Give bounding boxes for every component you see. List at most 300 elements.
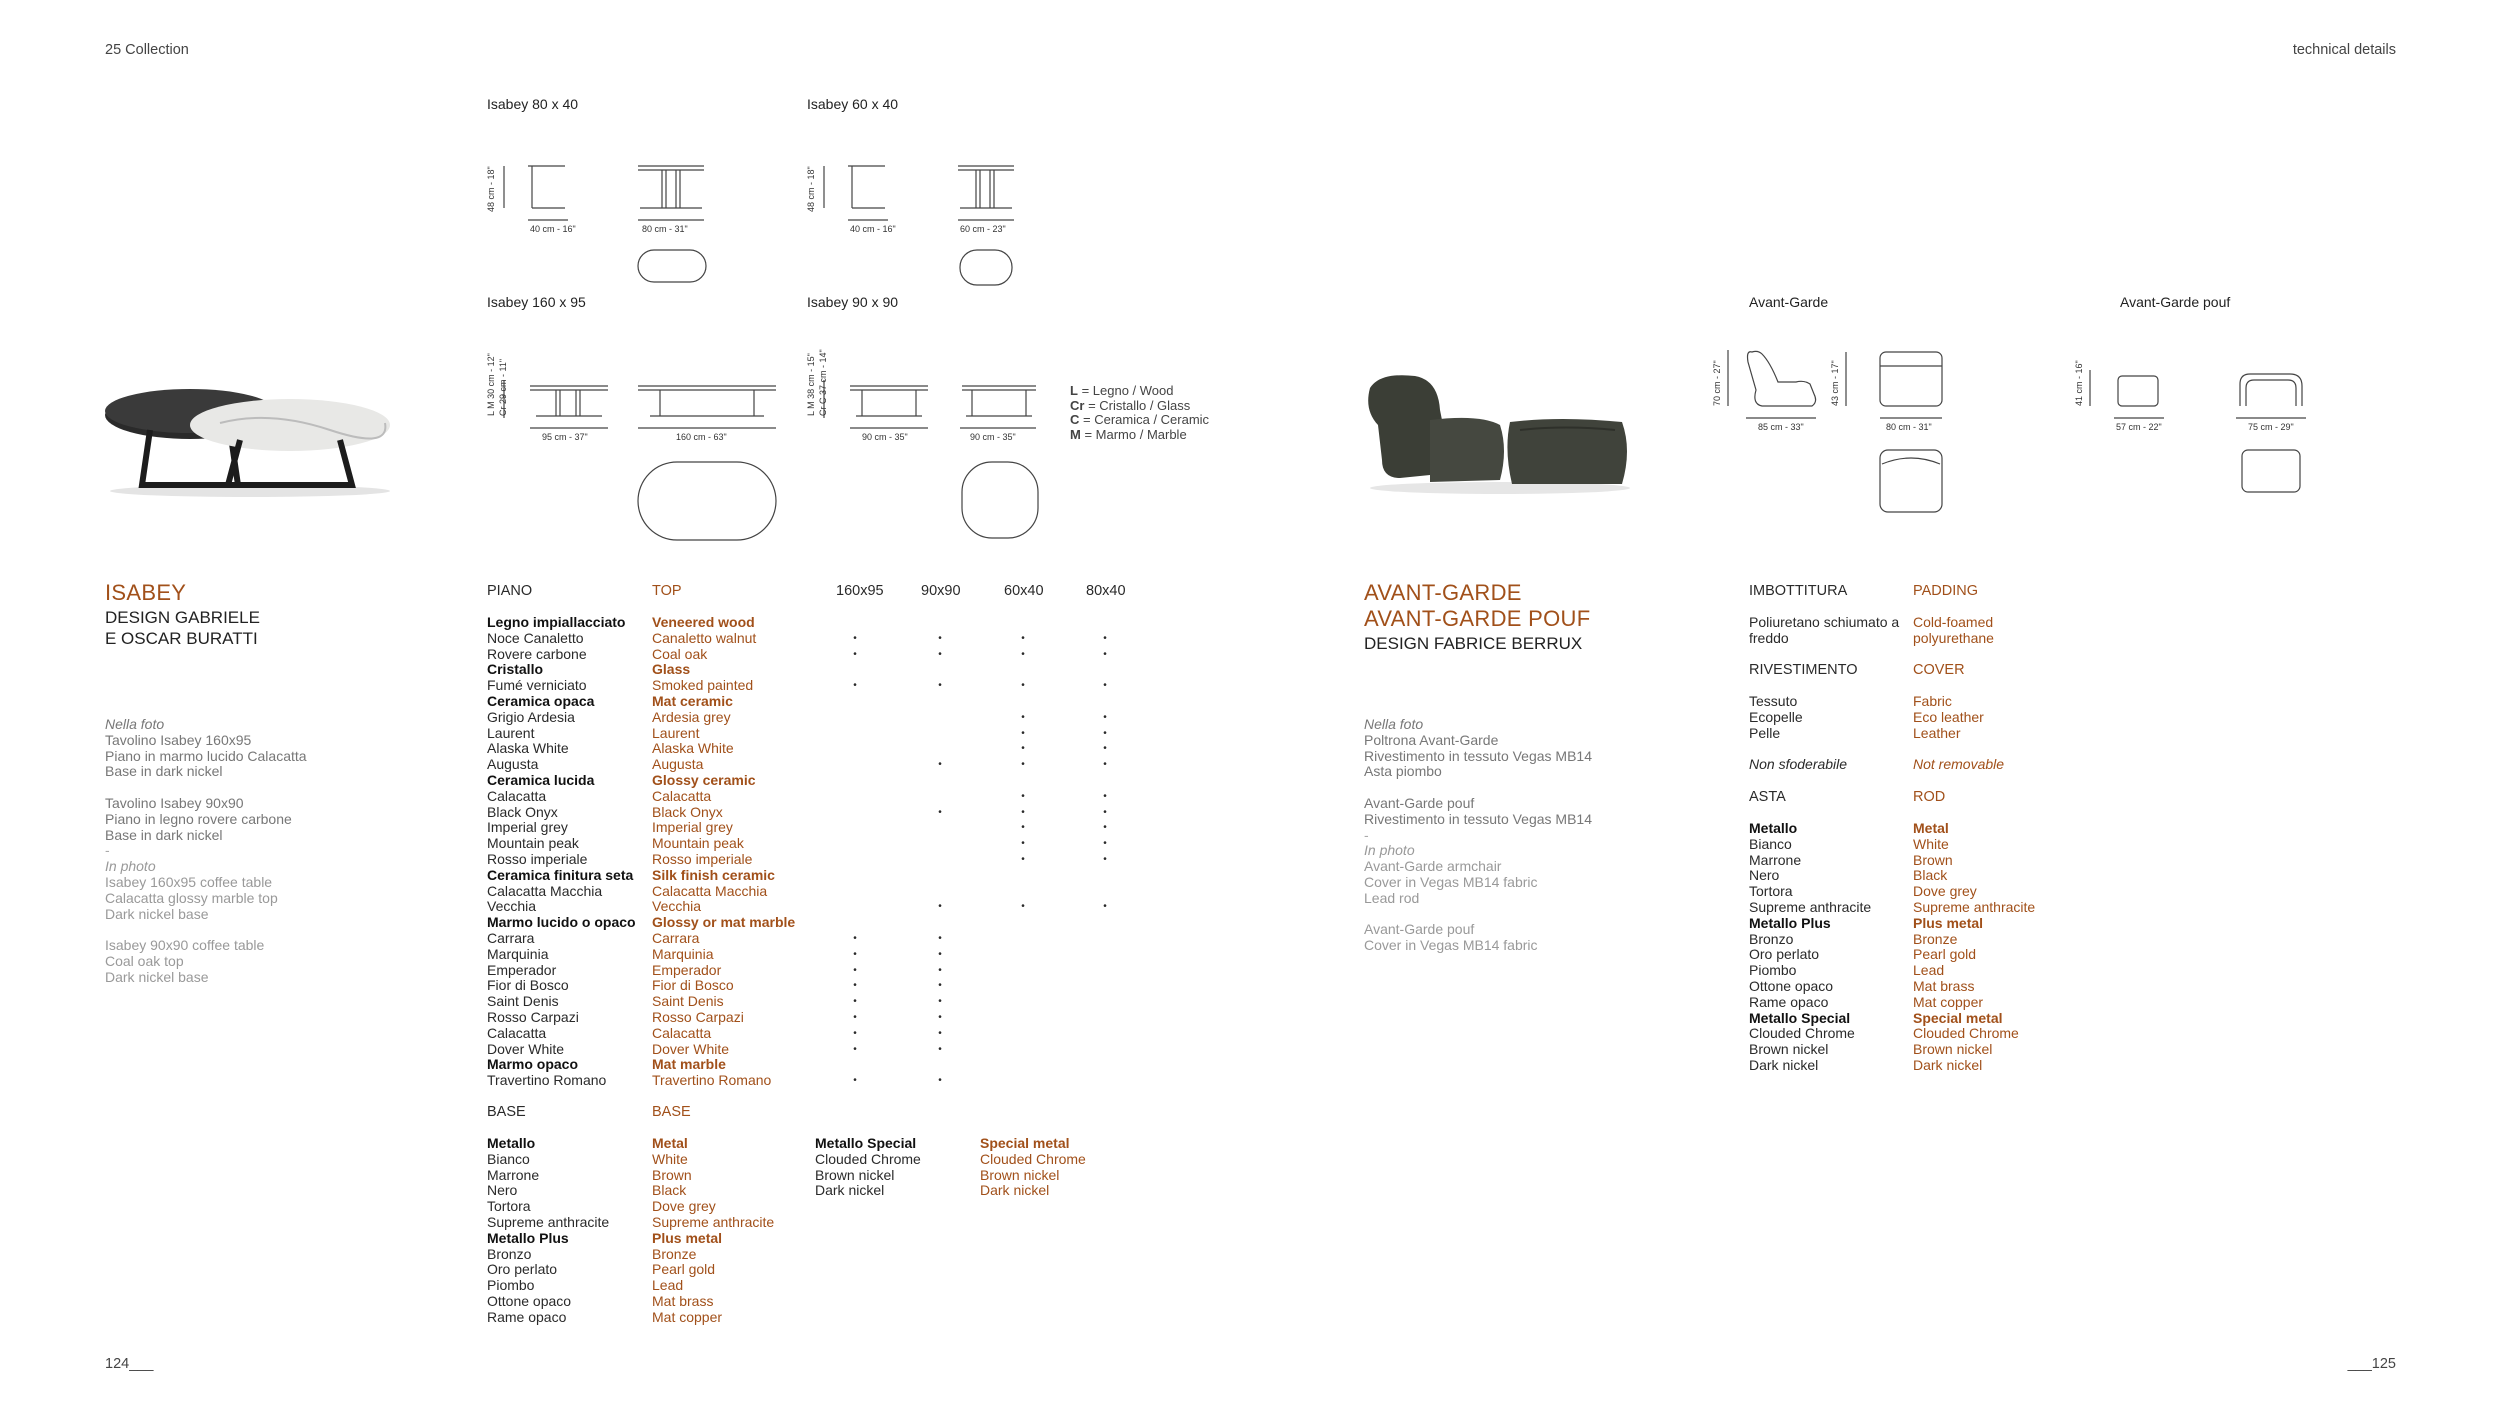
material-row [487,1277,684,1294]
material-row [1749,962,1945,979]
material-it: Marrone [1749,851,1802,868]
availability-dot: • [1021,743,1025,755]
material-it: Clouded Chrome [815,1150,921,1167]
material-row [487,1166,692,1184]
availability-dot: • [1103,632,1107,644]
material-row [487,977,942,994]
caption-label: Nella foto [105,716,165,732]
material-en: White [652,1150,688,1167]
material-it: Bronzo [1749,930,1794,947]
material-row [1749,930,1958,948]
drawing-title-80x40: Isabey 80 x 40 [487,96,579,112]
material-en: Fior di Bosco [652,977,734,994]
legend-key: C [1070,412,1080,427]
availability-dot: • [938,1027,942,1039]
padding-line: polyurethane [1913,629,1994,646]
dim-width: 40 cm - 16" [530,224,576,234]
material-en: Brown nickel [1913,1041,1993,1058]
material-row [487,1308,723,1326]
availability-dot: • [853,1027,857,1039]
cover-materials-table [1749,693,1984,741]
material-it: Supreme anthracite [1749,898,1872,915]
material-row [487,629,1107,647]
caption-line: Base in dark nickel [105,826,223,843]
caption-line: Avant-Garde pouf [1364,794,1475,811]
material-it: Piombo [1749,962,1797,979]
material-row [487,1040,942,1058]
material-en: Calacatta [652,787,712,804]
material-it: Marmo opaco [487,1056,579,1073]
caption-line: Tavolino Isabey 90x90 [105,794,244,811]
material-en: Veneered wood [652,614,755,630]
material-it: Rosso imperiale [487,850,588,867]
material-row [487,692,733,710]
material-row [487,1261,716,1278]
availability-dot: • [938,996,942,1008]
material-en: Canaletto walnut [652,629,757,646]
availability-dot: • [853,632,857,644]
caption-separator: - [105,842,110,859]
material-row [487,866,775,884]
caption-line: Base in dark nickel [105,763,223,780]
caption-line: Isabey 90x90 coffee table [105,937,265,954]
material-en: Brown nickel [980,1166,1060,1183]
material-it: Noce Canaletto [487,629,584,646]
material-it: Cristallo [487,661,544,678]
caption-line: Avant-Garde pouf [1364,921,1475,938]
top-materials-table [487,614,1107,1089]
material-it: Metallo Special [815,1135,917,1151]
dim-height: L M 38 cm - 15" [806,353,816,416]
material-it: Oro perlato [487,1261,558,1278]
material-en: Calacatta Macchia [652,882,768,899]
material-row [815,1150,1086,1168]
caption-line: Avant-Garde armchair [1364,858,1502,875]
caption-line: Cover in Vegas MB14 fabric [1364,937,1538,954]
material-row [487,961,942,979]
material-en: Marquinia [652,945,714,962]
caption-label: Nella foto [1364,716,1424,732]
material-en: Pearl gold [652,1261,716,1278]
material-row [487,645,1107,663]
material-en: Mat brass [652,1292,714,1309]
material-row [1749,1041,1993,1058]
availability-dot: • [1103,838,1107,850]
dim-height: L M 30 cm - 12" [486,353,496,416]
rod-header-en: ROD [1913,789,1946,805]
material-row [1749,693,1952,710]
base-header-en: BASE [652,1104,691,1120]
material-en: Eco leather [1913,708,1984,725]
material-it: Brown nickel [1749,1041,1829,1058]
material-row [487,1198,716,1215]
legend-value: = Cristallo / Glass [1084,397,1191,413]
material-it: Marmo lucido o opaco [487,914,636,931]
padding-header-en: PADDING [1913,583,1978,599]
material-legend [1070,384,1209,442]
material-it: Dover White [487,1040,565,1057]
material-row [487,740,1107,757]
caption-line: Piano in legno rovere carbone [105,810,292,827]
availability-dot: • [1021,822,1025,834]
base-header-it: BASE [487,1104,526,1120]
material-it: Ceramica opaca [487,692,595,709]
material-it: Ceramica lucida [487,771,595,788]
availability-dot: • [938,1043,942,1055]
base-special-table [815,1135,1086,1199]
header-section: technical details [2292,42,2396,58]
material-row [487,1292,714,1310]
availability-dot: • [1103,759,1107,771]
availability-dot: • [938,648,942,660]
material-row [487,1024,942,1042]
availability-dot: • [1021,632,1025,644]
material-row [1749,1056,1983,1074]
size-header-80x40: 80x40 [1086,583,1126,599]
dim-width: 60 cm - 23" [960,224,1006,234]
dim-height: Cr 29 cm - 11" [498,358,508,416]
material-row [815,1135,1070,1152]
availability-dot: • [1103,680,1107,692]
material-en: Mat copper [652,1308,723,1325]
material-it: Saint Denis [487,993,559,1010]
availability-dot: • [853,948,857,960]
material-row [487,787,1107,805]
material-it: Tortora [1749,883,1793,900]
material-en: Glass [652,661,691,678]
material-en: Black [1913,867,1948,884]
availability-dot: • [1103,901,1107,913]
material-it: Metallo [487,1135,536,1151]
material-it: Ottone opaco [487,1292,572,1309]
material-row [487,850,1107,868]
top-header-it: PIANO [487,583,533,599]
material-it: Oro perlato [1749,946,1820,963]
material-it: Metallo Plus [1749,914,1831,931]
dim-height: Cr C 37 cm - 14" [818,349,828,416]
material-en: Lead [1913,962,1945,979]
padding-en [1913,615,1994,647]
dim-height: 41 cm - 16" [2074,360,2084,406]
material-row [487,724,1107,742]
avant-garde-pouf-title: AVANT-GARDE POUF [1364,606,1591,631]
material-row [1749,1009,2003,1027]
caption-separator: - [1364,826,1369,843]
drawing-title-avant-garde-pouf: Avant-Garde pouf [2120,294,2231,310]
material-it: Tessuto [1749,693,1798,709]
availability-dot: • [938,680,942,692]
material-it: Alaska White [487,740,569,757]
material-it: Supreme anthracite [487,1213,610,1230]
material-en: Augusta [652,756,704,773]
material-en: Supreme anthracite [652,1213,775,1230]
material-en: Mountain peak [652,835,744,852]
material-row [1749,708,1984,726]
material-row [1749,820,1949,837]
material-en: Mat brass [1913,977,1975,994]
availability-dot: • [1103,743,1107,755]
caption-line: Rivestimento in tessuto Vegas MB14 [1364,747,1593,764]
material-row [487,614,755,631]
availability-dot: • [853,648,857,660]
material-row [487,756,1107,773]
material-en: Bronze [652,1245,697,1262]
material-en: Ardesia grey [652,708,731,725]
availability-dot: • [938,964,942,976]
material-it: Marquinia [487,945,549,962]
material-en: Smoked painted [652,677,754,694]
dim-width: 80 cm - 31" [642,224,688,234]
material-en: Plus metal [652,1229,723,1246]
material-en: Vecchia [652,898,702,915]
material-row [487,771,756,789]
material-en: Pearl gold [1913,946,1977,963]
rod-header-it: ASTA [1749,789,1786,805]
material-row [1749,835,1949,853]
material-it: Marrone [487,1166,540,1183]
material-en: Dove grey [652,1198,716,1215]
legend-key: M [1070,426,1081,442]
availability-dot: • [1021,711,1025,723]
legend-value: = Marmo / Marble [1080,426,1187,442]
availability-dot: • [1021,806,1025,818]
cover-header-it: RIVESTIMENTO [1749,662,1858,678]
caption-line: Dark nickel base [105,968,209,985]
material-en: Travertino Romano [652,1072,772,1089]
material-en: Metal [1913,820,1949,836]
material-en: Alaska White [652,740,734,757]
material-it: Emperador [487,961,557,978]
dim-width: 40 cm - 16" [850,224,896,234]
material-row [487,914,796,931]
caption-line: Dark nickel base [105,905,209,922]
material-en: Laurent [652,724,700,741]
drawing-isabey-90x90 [800,330,1040,550]
material-row [487,1213,775,1231]
dim-width: 75 cm - 29" [2248,422,2294,432]
avant-garde-title: AVANT-GARDE [1364,580,1522,605]
dim-height: 48 cm - 18" [806,166,816,212]
availability-dot: • [1103,822,1107,834]
availability-dot: • [1021,790,1025,802]
material-en: Clouded Chrome [980,1150,1086,1167]
cover-note-en: Not removable [1913,756,2005,772]
availability-dot: • [938,632,942,644]
dim-width: 90 cm - 35" [970,432,1016,442]
material-it: Bronzo [487,1245,532,1262]
material-it: Imperial grey [487,819,568,836]
availability-dot: • [853,1011,857,1023]
material-it: Rovere carbone [487,645,587,662]
rod-materials-table [1749,820,2036,1074]
cover-header-en: COVER [1913,662,1965,678]
material-it: Ottone opaco [1749,977,1834,994]
isabey-title: ISABEY [105,580,187,605]
dim-width: 160 cm - 63" [676,432,727,442]
padding-line: freddo [1749,629,1789,646]
availability-dot: • [1103,727,1107,739]
caption-line: Cover in Vegas MB14 fabric [1364,873,1538,890]
material-row [1749,883,1977,900]
material-en: Coal oak [652,645,708,662]
material-row [1749,914,1984,932]
material-it: Rosso Carpazi [487,1008,579,1025]
caption-line: Rivestimento in tessuto Vegas MB14 [1364,810,1593,827]
material-row [487,1150,688,1168]
material-it: Metallo Plus [487,1229,569,1246]
avant-garde-caption [1364,717,1592,954]
material-row [487,1008,942,1026]
material-row [1749,946,1977,963]
material-row [1749,724,1961,742]
legend-key: L [1070,383,1078,398]
legend-key: Cr [1070,397,1085,413]
caption-line: Asta piombo [1364,763,1442,780]
drawing-title-60x40: Isabey 60 x 40 [807,96,899,112]
material-en: White [1913,835,1949,852]
drawing-title-90x90: Isabey 90 x 90 [807,294,899,310]
material-en: Plus metal [1913,914,1984,931]
material-row [487,1245,697,1263]
material-it: Bianco [487,1150,530,1167]
availability-dot: • [1021,901,1025,913]
material-en: Lead [652,1277,684,1294]
material-it: Carrara [487,929,535,946]
drawing-avant-garde-chair [1700,340,1960,520]
padding-line: Cold-foamed [1913,614,1994,630]
availability-dot: • [938,948,942,960]
dim-width: 57 cm - 22" [2116,422,2162,432]
material-en: Carrara [652,929,700,946]
material-it: Nero [487,1182,518,1199]
material-it: Nero [1749,867,1780,884]
availability-dot: • [938,901,942,913]
material-it: Fumé verniciato [487,677,587,694]
padding-it [1749,615,1899,647]
base-materials-table [487,1135,775,1326]
dim-height: 48 cm - 18" [486,166,496,212]
caption-line: Tavolino Isabey 160x95 [105,731,252,748]
material-it: Piombo [487,1277,535,1294]
avant-garde-designer: DESIGN FABRICE BERRUX [1364,634,1583,653]
availability-dot: • [853,932,857,944]
caption-line: Isabey 160x95 coffee table [105,873,273,890]
material-it: Pelle [1749,724,1781,741]
isabey-photo [100,385,400,500]
material-row [487,661,691,678]
material-row [1749,867,1948,884]
availability-dot: • [1103,806,1107,818]
caption-line: Poltrona Avant-Garde [1364,731,1499,748]
material-row [487,993,942,1010]
availability-dot: • [853,980,857,992]
availability-dot: • [1021,680,1025,692]
material-it: Augusta [487,756,539,773]
material-en: Emperador [652,961,722,978]
material-it: Ecopelle [1749,708,1803,725]
availability-dot: • [1103,790,1107,802]
material-en: Dover White [652,1040,730,1057]
size-header-90x90: 90x90 [921,583,961,599]
availability-dot: • [1021,838,1025,850]
availability-dot: • [853,1075,857,1087]
material-it: Bianco [1749,835,1792,852]
availability-dot: • [938,806,942,818]
material-en: Black [652,1182,687,1199]
material-en: Brown [1913,851,1953,868]
material-row [815,1182,1050,1199]
legend-value: = Ceramica / Ceramic [1079,412,1210,427]
material-it: Dark nickel [815,1182,885,1199]
material-en: Leather [1913,724,1961,741]
material-en: Rosso imperiale [652,850,753,867]
dim-width: 85 cm - 33" [1758,422,1804,432]
material-it: Laurent [487,724,535,741]
caption-line: Piano in marmo lucido Calacatta [105,747,307,764]
material-en: Dark nickel [980,1182,1050,1199]
material-en: Special metal [980,1135,1070,1151]
material-row [487,1056,726,1073]
material-it: Calacatta [487,787,547,804]
material-en: Clouded Chrome [1913,1025,2019,1042]
material-en: Mat marble [652,1056,726,1073]
material-en: Metal [652,1135,688,1151]
material-row [1749,898,2036,916]
caption-label: In photo [1364,842,1415,859]
isabey-designer [105,607,260,649]
availability-dot: • [853,1043,857,1055]
material-row [487,882,768,900]
size-header-60x40: 60x40 [1004,583,1044,599]
material-it: Vecchia [487,898,537,915]
material-it: Rame opaco [487,1308,567,1325]
availability-dot: • [1021,727,1025,739]
material-row [487,835,1107,852]
dim-height: 70 cm - 27" [1712,360,1722,406]
availability-dot: • [1103,648,1107,660]
material-row [487,677,1107,694]
dim-width: 95 cm - 37" [542,432,588,442]
availability-dot: • [938,932,942,944]
availability-dot: • [1103,853,1107,865]
material-it: Clouded Chrome [1749,1025,1855,1042]
material-row [487,945,942,963]
drawing-title-avant-garde: Avant-Garde [1749,294,1829,310]
availability-dot: • [938,759,942,771]
material-it: Tortora [487,1198,531,1215]
material-en: Fabric [1913,693,1952,709]
material-it: Metallo [1749,820,1798,836]
material-it: Metallo Special [1749,1009,1851,1026]
drawing-title-160x95: Isabey 160 x 95 [487,294,586,310]
material-en: Glossy ceramic [652,771,756,788]
availability-dot: • [1021,648,1025,660]
availability-dot: • [1103,711,1107,723]
material-row [487,1072,942,1089]
material-it: Travertino Romano [487,1072,607,1089]
material-en: Black Onyx [652,803,723,820]
header-collection: 25 Collection [105,42,189,58]
material-it: Calacatta [487,1024,547,1041]
material-en: Silk finish ceramic [652,866,775,883]
isabey-caption [105,717,307,986]
availability-dot: • [1021,853,1025,865]
availability-dot: • [938,1075,942,1087]
page-number-right: ___125 [2347,1356,2396,1372]
material-row [487,898,1107,915]
material-en: Mat copper [1913,993,1984,1010]
material-en: Special metal [1913,1009,2003,1026]
